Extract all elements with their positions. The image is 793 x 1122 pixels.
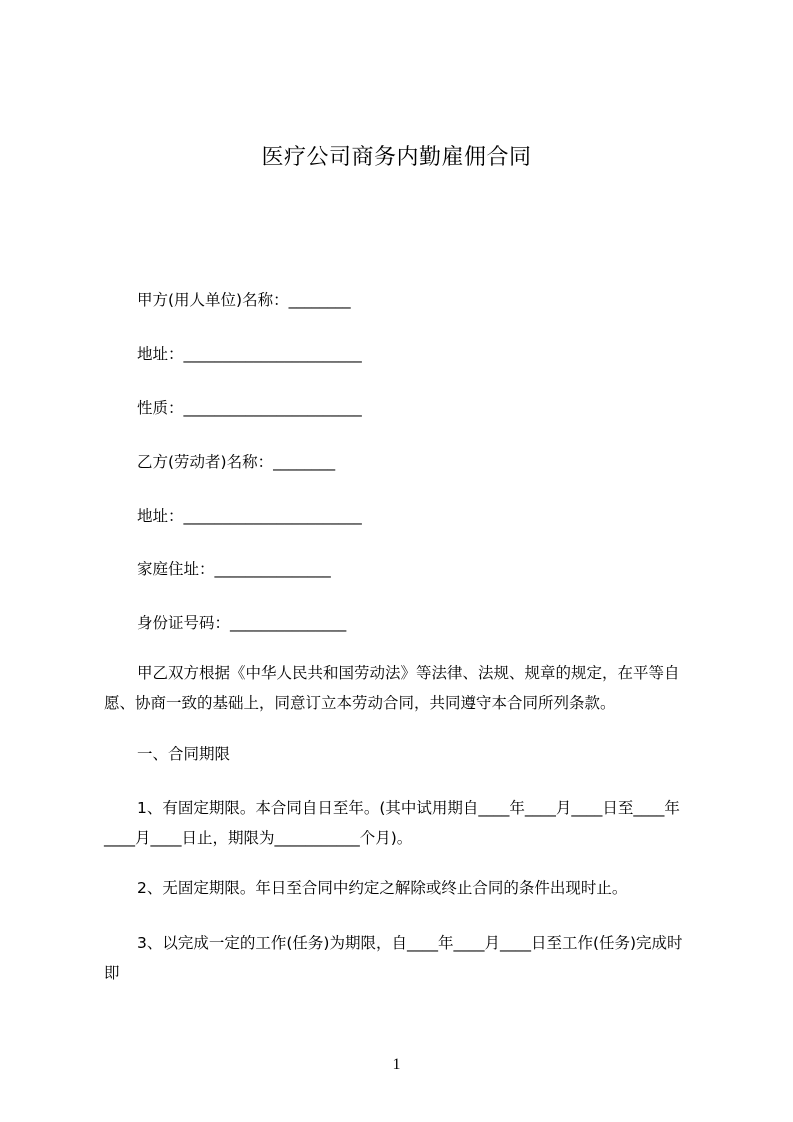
- clause-indefinite-term: 2、无固定期限。年日至合同中约定之解除或终止合同的条件出现时止。: [137, 879, 628, 897]
- clause-task-term: [104, 928, 704, 988]
- field-party-b-name: 乙方(劳动者)名称：________: [137, 453, 336, 471]
- clause-3-line-1: 3、以完成一定的工作(任务)为期限，自____年____月____日至工作(任务)完成时: [137, 934, 683, 952]
- page-number: 1: [392, 1056, 401, 1073]
- clause-1-line-1: 1、有固定期限。本合同自日至年。(其中试用期自____年____月____日至____年: [137, 799, 680, 817]
- field-home-address: 家庭住址：_______________: [137, 560, 331, 578]
- document-title: 医疗公司商务内勤雇佣合同: [261, 145, 532, 170]
- field-party-a-address: 地址：_______________________: [137, 345, 362, 363]
- clause-1-line-2: ____月____日止，期限为___________个月)。: [104, 829, 413, 847]
- intro-line-2: 愿、协商一致的基础上，同意订立本劳动合同，共同遵守本合同所列条款。: [104, 694, 616, 712]
- field-id-number: 身份证号码：_______________: [137, 614, 347, 632]
- section-heading-contract-term: 一、合同期限: [137, 745, 231, 763]
- intro-paragraph: [104, 658, 704, 718]
- field-party-a-nature: 性质：_______________________: [137, 399, 362, 417]
- clause-3-line-2: 即: [104, 964, 120, 982]
- intro-line-1: 甲乙双方根据《中华人民共和国劳动法》等法律、法规、规章的规定，在平等自: [137, 664, 680, 682]
- clause-fixed-term: [104, 793, 704, 853]
- field-party-a-name: 甲方(用人单位)名称：________: [137, 291, 351, 309]
- field-party-b-address: 地址：_______________________: [137, 507, 362, 525]
